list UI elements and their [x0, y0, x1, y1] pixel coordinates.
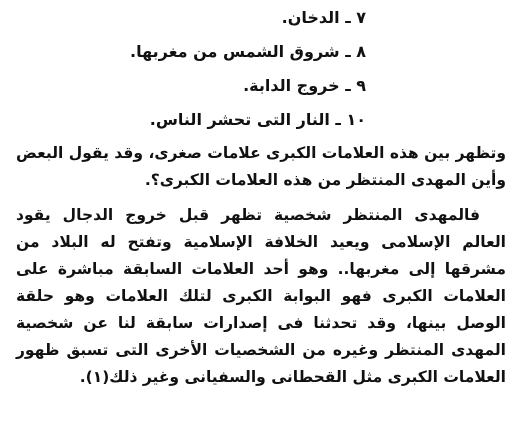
list-item-10: ١٠ ـ النار التى تحشر الناس. — [149, 110, 366, 129]
list-item-9: ٩ ـ خروج الدابة. — [243, 76, 366, 95]
list-item-8: ٨ ـ شروق الشمس من مغربها. — [130, 42, 366, 61]
paragraph-intro-text: وتظهر بين هذه العلامات الكبرى علامات صغرى، وقد يقول البعض وأين المهدى المنتظر من هذه العلامات الكبرى؟. — [16, 144, 506, 189]
paragraph-intro — [16, 140, 506, 194]
list-item-7: ٧ ـ الدخان. — [281, 8, 366, 27]
paragraph-mahdi — [16, 202, 506, 391]
paragraph-mahdi-text: فالمهدى المنتظر شخصية تظهر قبل خروج الدجال يقود العالم الإسلامى ويعيد الخلافة الإسلامية وتفتح له البلاد من مشرقها إلى مغربها.. وهو أحد العلامات السابقة مباشرة على العلامات الكبرى فهو البوابة الكبرى لتلك العلامات وهو حلقة الوصل بينها، وقد تحدثنا فى إصدارات سابقة لنا عن شخصية المهدى المنتظر وغيره من الشخصيات الأخرى التى تسبق ظهور العلامات الكبرى مثل القحطانى والسفيانى وغير ذلك(١). — [16, 206, 506, 386]
